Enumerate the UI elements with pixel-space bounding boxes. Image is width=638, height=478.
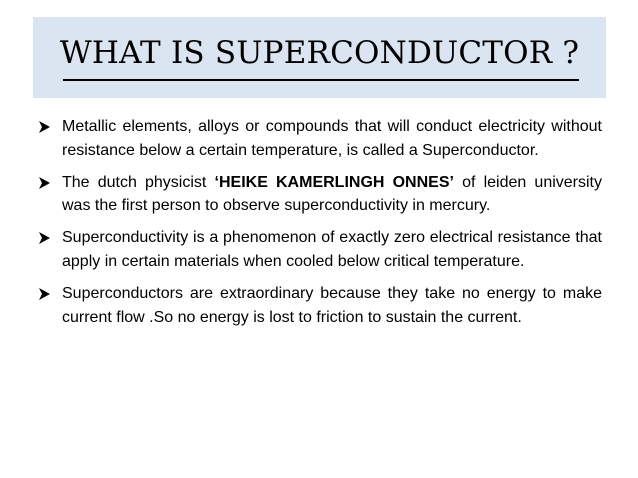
arrow-bullet-icon — [39, 177, 50, 189]
bullet-text-before: The dutch physicist — [62, 173, 215, 191]
physicist-name: ‘HEIKE KAMERLINGH ONNES’ — [214, 173, 454, 191]
bullet-item-3 — [38, 226, 602, 274]
title-band — [33, 17, 606, 98]
bullet-item-2 — [38, 171, 602, 219]
bullet-text: Superconductors are extraordinary because they take no energy to make current flow .So no energy is lost to friction to sustain the current. — [62, 284, 602, 326]
bullet-item-4 — [38, 282, 602, 330]
bullet-text-after: of leiden university was the first person to observe superconductivity in mercury. — [62, 173, 603, 215]
bullet-text: Metallic elements, alloys or compounds that will conduct electricity without resistance below a certain temperature, is called a Superconductor. — [62, 118, 602, 159]
arrow-bullet-icon — [39, 121, 50, 133]
slide-title: WHAT IS SUPERCONDUCTOR ? — [59, 35, 580, 71]
bullet-list — [38, 115, 602, 337]
bullet-text — [62, 174, 602, 215]
title-underline — [63, 79, 579, 81]
bullet-item-1 — [38, 115, 602, 163]
arrow-bullet-icon — [39, 232, 50, 244]
bullet-text: Superconductivity is a phenomenon of exactly zero electrical resistance that apply in certain materials when cooled below critical temperature. — [62, 229, 602, 270]
arrow-bullet-icon — [39, 288, 50, 300]
